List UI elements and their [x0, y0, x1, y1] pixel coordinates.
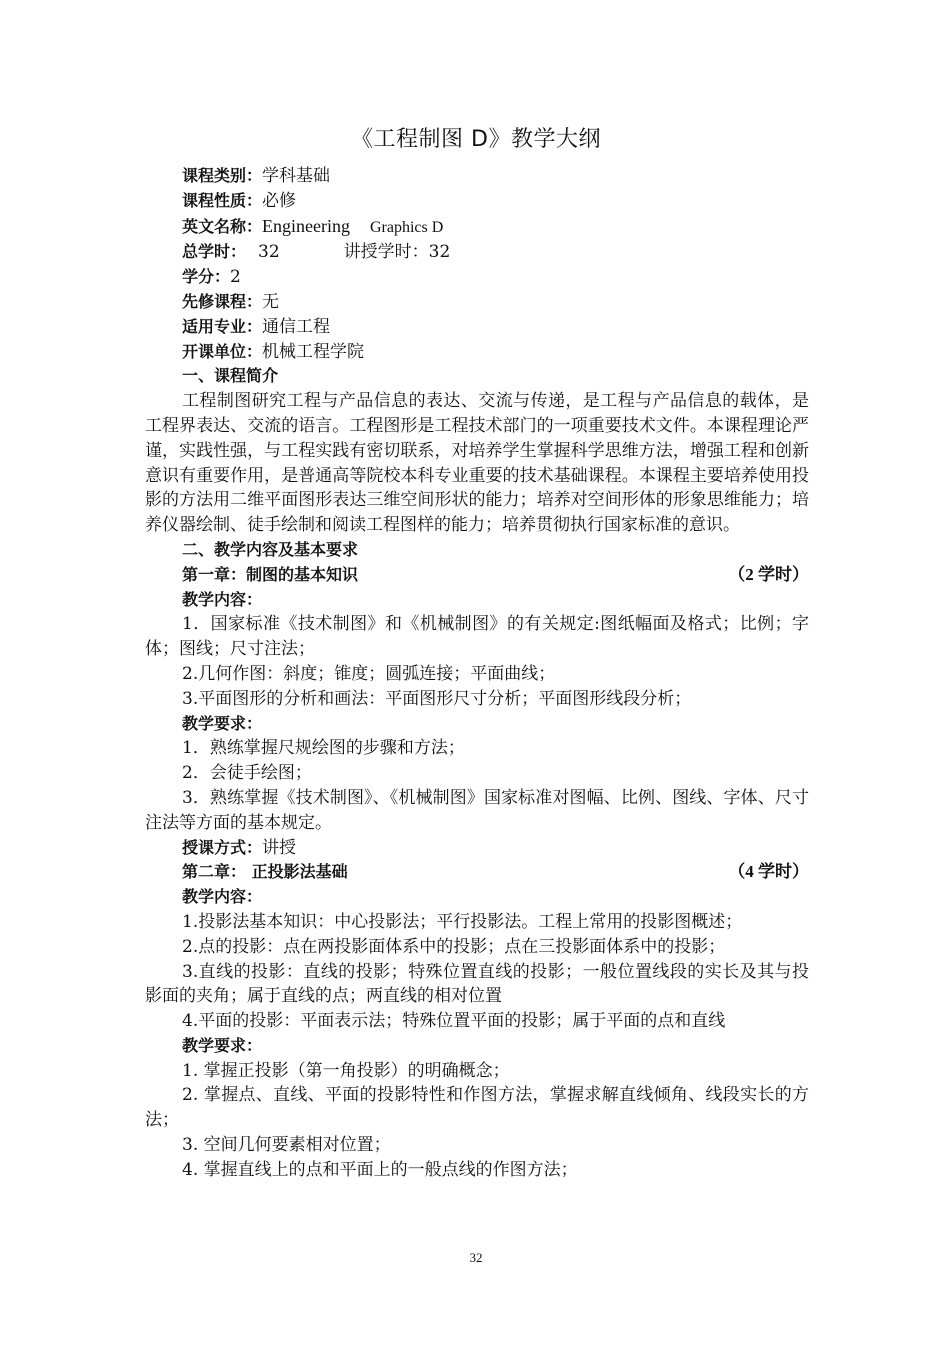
info-english-name [145, 214, 809, 241]
info-credit [145, 265, 809, 290]
info-prereq [145, 290, 809, 315]
info-label: 讲授学时： [343, 242, 429, 263]
info-value: 通信工程 [262, 316, 331, 337]
list-item: 2.几何作图：斜度；锥度；圆弧连接；平面曲线； [182, 663, 556, 684]
info-label: 适用专业： [182, 316, 263, 336]
info-value: Engineering [262, 215, 350, 236]
content-heading: 教学内容： [182, 887, 263, 907]
teaching-method [145, 836, 809, 861]
info-label: 英文名称： [182, 216, 263, 236]
info-nature [145, 189, 809, 214]
section-heading: 一、课程简介 [182, 366, 279, 386]
requirements-heading: 教学要求： [182, 1035, 263, 1055]
info-label: 总学时： [182, 242, 247, 262]
content-heading: 教学内容： [182, 589, 263, 609]
info-hours [145, 240, 809, 265]
list-item: 1. 掌握正投影（第一角投影）的明确概念； [182, 1060, 510, 1081]
info-value: 必修 [262, 190, 297, 211]
list-item: 4. 掌握直线上的点和平面上的一般点线的作图方法； [182, 1159, 578, 1180]
info-value: 学科基础 [262, 166, 331, 186]
list-item: 1.投影法基本知识：中心投影法；平行投影法。工程上常用的投影图概述； [182, 911, 743, 932]
page-title: 《工程制图 D》教学大纲 [351, 127, 601, 152]
info-category [145, 164, 809, 189]
document-body [145, 164, 809, 1183]
info-value: 32 [258, 242, 280, 263]
course-intro-paragraph: 工程制图研究工程与产品信息的表达、交流与传递，是工程与产品信息的载体，是工程界表达、交流的语言。工程图形是工程技术部门的一项重要技术文件。本课程理论严谨，实践性强，与工程实践有密切联系，对培养学生掌握科学思维方法，增强工程和创新意识有重要作用，是普通高等院校本科专业重要的技术基础课程。本课程主要培养使用投影的方法用二维平面图形表达三维空间形状的能力；培养对空间形体的形象思维能力；培养仪器绘制、徒手绘制和阅读工程图样的能力；培养贯彻执行国家标准的意识。 [145, 391, 809, 536]
info-major [145, 315, 809, 340]
page-number: 32 [469, 1250, 483, 1265]
chapter-title: 第一章：制图的基本知识 [182, 564, 359, 584]
list-item: 4.平面的投影：平面表示法；特殊位置平面的投影；属于平面的点和直线 [182, 1011, 726, 1032]
list-item: 1．熟练掌握尺规绘图的步骤和方法； [182, 738, 465, 759]
list-item: 2.点的投影：点在两投影面体系中的投影；点在三投影面体系中的投影； [182, 936, 726, 957]
chapter-heading [145, 563, 809, 588]
list-item: 2．会徒手绘图； [182, 763, 312, 784]
info-label: 开课单位： [182, 341, 263, 361]
info-value: Graphics D [370, 218, 444, 236]
list-item: 3．熟练掌握《技术制图》、《机械制图》国家标准对图幅、比例、图线、字体、尺寸注法等方面的基本规定。 [145, 787, 809, 833]
chapter-title: 第二章： 正投影法基础 [182, 862, 348, 882]
info-value: 32 [428, 242, 451, 263]
chapter-heading [145, 860, 809, 885]
list-item: 3.直线的投影：直线的投影；特殊位置直线的投影；一般位置线段的实长及其与投影面的夹角；属于直线的点；两直线的相对位置 [145, 961, 809, 1007]
list-item: 1．国家标准《技术制图》和《机械制图》的有关规定:图纸幅面及格式；比例；字体；图线；尺寸注法； [145, 614, 809, 660]
list-item: 3.平面图形的分析和画法：平面图形尺寸分析；平面图形线段分析； [182, 688, 692, 709]
chapter-hours: （4 学时） [728, 862, 809, 882]
info-value: 2 [230, 267, 241, 288]
list-item: 2. 掌握点、直线、平面的投影特性和作图方法，掌握求解直线倾角、线段实长的方法； [145, 1085, 809, 1131]
info-label: 先修课程： [182, 291, 263, 311]
section-heading: 二、教学内容及基本要求 [182, 539, 359, 559]
info-label: 学分： [182, 267, 231, 287]
info-value: 机械工程学院 [262, 341, 365, 362]
info-value: 无 [262, 291, 280, 312]
method-value: 讲授 [262, 837, 297, 858]
info-unit [145, 340, 809, 365]
info-label: 课程性质： [182, 190, 263, 210]
info-label: 课程类别： [182, 166, 263, 185]
chapter-hours: （2 学时） [728, 564, 809, 584]
requirements-heading: 教学要求： [182, 713, 263, 733]
method-label: 授课方式： [182, 837, 263, 857]
list-item: 3. 空间几何要素相对位置； [182, 1135, 391, 1156]
